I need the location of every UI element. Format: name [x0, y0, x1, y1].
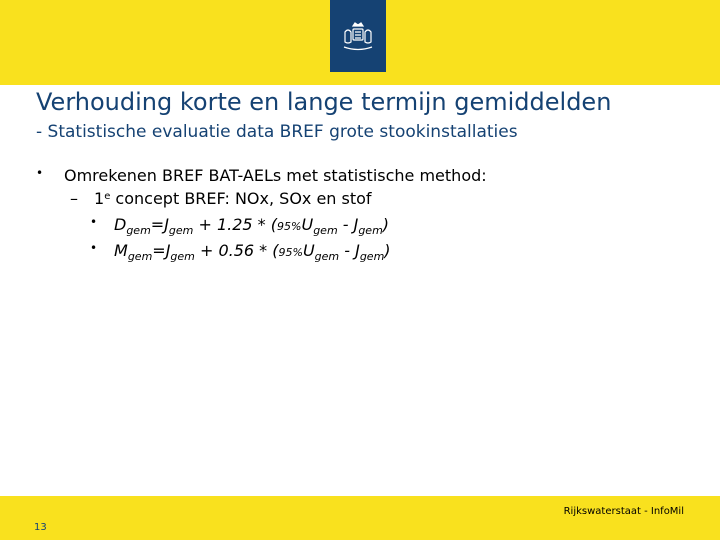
formula-subscript: gem	[170, 250, 195, 263]
formula-symbol: =J	[150, 215, 169, 234]
ordinal-number: 1	[94, 189, 105, 208]
page-title: Verhouding korte en lange termijn gemiddelden	[36, 88, 612, 116]
formula-subscript: gem	[126, 224, 151, 237]
formula-operator: )	[384, 241, 391, 260]
formula-operator: + 1.25 * (	[193, 215, 278, 234]
logo	[330, 0, 386, 72]
formula-subscript: gem	[313, 224, 338, 237]
formula-percentile: 95%	[277, 220, 302, 233]
formula-symbol: M	[114, 241, 128, 260]
footer-organization: Rijkswaterstaat - InfoMil	[563, 506, 684, 517]
formula-operator: + 0.56 * (	[194, 241, 279, 260]
formula-operator: )	[382, 215, 390, 234]
formula-subscript: gem	[359, 250, 385, 263]
formula-subscript: gem	[314, 250, 340, 263]
formula-subscript: gem	[127, 250, 153, 263]
formula-subscript: gem	[168, 224, 194, 237]
bullet-text	[94, 189, 372, 208]
bullet-dot: •	[90, 215, 98, 229]
formula-operator: - J	[337, 215, 359, 234]
formula-symbol: D	[114, 215, 127, 234]
formula-subscript: gem	[358, 224, 383, 237]
bullet-text-rest: concept BREF: NOx, SOx en stof	[110, 189, 372, 208]
bullet-text: Omrekenen BREF BAT-AELs met statistische method:	[64, 166, 487, 185]
bullet-dash: –	[70, 189, 78, 208]
formula-symbol: U	[301, 215, 314, 234]
formula-symbol: U	[302, 241, 315, 260]
ordinal-suffix: e	[104, 191, 111, 202]
coat-of-arms-icon	[341, 22, 375, 52]
formula-operator: - J	[339, 241, 360, 260]
formula-symbol: =J	[152, 241, 171, 260]
formula-text	[114, 215, 389, 237]
bullet-dot: •	[36, 166, 44, 180]
formula-percentile: 95%	[278, 246, 303, 259]
page-number: 13	[34, 522, 47, 533]
bullet-dot: •	[90, 241, 98, 255]
formula-text	[114, 241, 391, 263]
footer-band	[0, 496, 720, 540]
page-subtitle: - Statistische evaluatie data BREF grote stookinstallaties	[36, 122, 518, 142]
